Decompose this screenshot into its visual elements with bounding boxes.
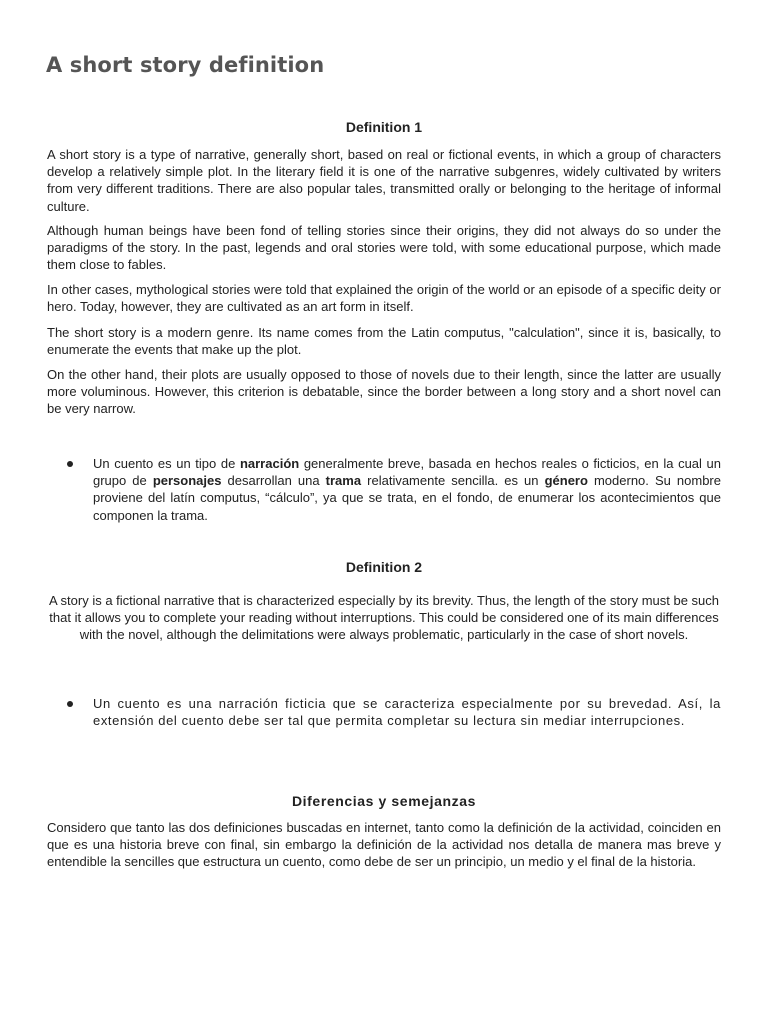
definition-1-paragraph-2: Although human beings have been fond of telling stories since their origins, they did not always do so under the paradigms of the story. In the past, legends and oral stories were told, with some educational purpose, which made them close to fables. [47,223,721,273]
differences-paragraph: Considero que tanto las dos definiciones buscadas en internet, tanto como la definición de la actividad, coinciden en que es una historia breve con final, sin embargo la definición de la actividad nos detalla de manera mas breve y entendible la sencilles que estructura un cuento, como debe de ser un principio, un medio y el final de la historia. [47,820,721,870]
definition-1-paragraph-1: A short story is a type of narrative, generally short, based on real or fictional events, in which a group of characters develop a relatively simple plot. In the literary field it is one of the narrative subgenres, widely cultivated by writers from very different traditions. There are also popular tales, transmitted orally or belonging to the heritage of informal culture. [47,147,721,214]
bullet-marker [67,461,73,467]
definition-2-bullet-text: Un cuento es una narración ficticia que se caracteriza especialmente por su brevedad. Así, la extensión del cuento debe ser tal que permita completar su lectura sin mediar interrupciones. [93,696,721,729]
definition-1-bullet-text: Un cuento es un tipo de narración generalmente breve, basada en hechos reales o ficticios, en la cual un grupo de personajes desarrollan una trama relativamente sencilla. es un género moderno. Su nombre proviene del latín computus, “cálculo”, ya que se trata, en el fondo, de enumerar los acontecimientos que componen la trama. [93,456,721,523]
definition-1-heading: Definition 1 [345,119,423,135]
definition-1-paragraph-3: In other cases, mythological stories were told that explained the origin of the world or an episode of a specific deity or hero. Today, however, they are cultivated as an art form in itself. [47,282,721,315]
definition-2-heading: Definition 2 [345,559,423,575]
definition-1-paragraph-5: On the other hand, their plots are usually opposed to those of novels due to their length, since the latter are usually more voluminous. However, this criterion is debatable, since the border between a long story and a short novel can be very narrow. [47,367,721,417]
definition-2-paragraph: A story is a fictional narrative that is characterized especially by its brevity. Thus, the length of the story must be such that it allows you to complete your reading without interruptions. This could be considered one of its main differences with the novel, although the delimitations were always problematic, particularly in the case of short novels. [48,593,720,643]
definition-2-bullet [47,695,721,729]
definition-1-paragraph-4: The short story is a modern genre. Its name comes from the Latin computus, "calculation", since it is, basically, to enumerate the events that make up the plot. [47,325,721,358]
differences-heading: Diferencias y semejanzas [291,793,477,809]
page-title: A short story definition [46,53,325,77]
bullet-marker [67,701,73,707]
definition-1-bullet [47,455,721,524]
